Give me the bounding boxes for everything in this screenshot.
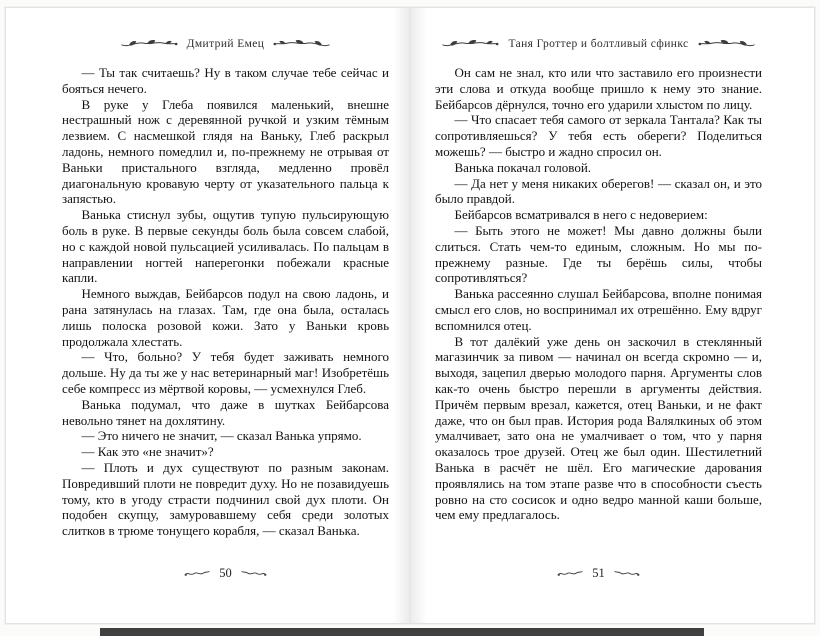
page-left xyxy=(6,8,411,623)
swirl-ornament-icon xyxy=(184,569,210,578)
vine-ornament-icon xyxy=(273,38,331,50)
paragraph: Бейбарсов всматривался в него с недоверием: xyxy=(454,207,708,223)
running-head-right xyxy=(435,38,762,50)
book-spread xyxy=(5,7,815,624)
page-number: 50 xyxy=(219,566,232,580)
vine-ornament-icon xyxy=(698,38,756,50)
swirl-ornament-icon xyxy=(614,569,640,578)
paragraph: — Ты так считаешь? Ну в таком случае тебе сейчас и бояться нечего. xyxy=(62,65,389,96)
paragraph: — Как это «не значит»? xyxy=(81,444,214,460)
vine-ornament-icon xyxy=(441,38,499,50)
page-number: 51 xyxy=(592,566,605,580)
page-footer-right xyxy=(435,566,762,581)
paragraph: — Быть этого не может! Мы давно должны были слиться. Стать чем-то единым, сложным. Но мы по-прежнему разные. Где ты берёшь силы, чтобы сопротивляться? xyxy=(435,222,762,286)
paragraph: — Это ничего не значит, — сказал Ванька упрямо. xyxy=(81,428,362,444)
page-text-right xyxy=(435,65,762,523)
page-right xyxy=(411,8,816,623)
swirl-ornament-icon xyxy=(241,569,267,578)
paragraph: Ванька стиснул зубы, ощутив тупую пульсирующую боль в руке. В первые секунды боль была совсем слабой, но с каждой новой пульсацией усиливалась. По пальцам в направлении ногтей наперегонки побежали красные капли. xyxy=(62,207,389,286)
paragraph: В тот далёкий уже день он заскочил в стеклянный магазинчик за пивом — начинал он всегда скромно — и, выходя, зацепил дверью молодого парня. Аргументы слов как-то очень быстро перешли в аргументы действия. Причём первым врезал, кажется, отец Ваньки, и не факт даже, что он был прав. История рода Валялкиных об этом умалчивает, зато она не умалчивает о том, что у парня оказалось трое друзей. Отец же был один. Шестилетний Ванька в расчёт не шёл. Его магические дарования проявлялись на том этапе разве что в способности съесть ровно на сто сосисок и одно ведро манной каши больше, чем ему предлагалось. xyxy=(435,333,762,523)
paragraph: — Что, больно? У тебя будет заживать немного дольше. Ну да ты же у нас ветеринарный маг! Изобретёшь себе компресс из мёртвой коровы, — усмехнулся Глеб. xyxy=(62,349,389,396)
paragraph: Немного выждав, Бейбарсов подул на свою ладонь, и рана затянулась на глазах. Там, где она была, осталась лишь полоска розовой кожи. Зато у Ваньки кровь продолжала хлестать. xyxy=(62,286,389,349)
running-head-left xyxy=(62,38,389,50)
running-head-title: Таня Гроттер и болтливый сфинкс xyxy=(508,38,689,50)
paragraph: — Что спасает тебя самого от зеркала Тантала? Как ты сопротивляешься? У тебя есть обереги? Поделиться можешь? — быстро и жадно спросил он. xyxy=(435,112,762,159)
paragraph: Он сам не знал, кто или что заставило его произнести эти слова и откуда вообще пришло к нему это знание. Бейбарсов дёрнулся, точно его ударили хлыстом по лицу. xyxy=(435,65,762,112)
swirl-ornament-icon xyxy=(557,569,583,578)
paragraph: В руке у Глеба появился маленький, внешне нестрашный нож с деревянной ручкой и узким тёмным лезвием. С насмешкой глядя на Ваньку, Глеб раскрыл ладонь, немного помедлил и, по-прежнему не отрывая от Ваньки пристального взгляда, медленно провёл диагональную кровавую черту от указательного пальца к запястью. xyxy=(62,96,389,207)
paragraph: Ванька покачал головой. xyxy=(454,159,592,175)
bottom-dark-bar xyxy=(100,628,704,636)
running-head-author: Дмитрий Емец xyxy=(186,38,265,50)
page-text-left xyxy=(62,65,389,539)
paragraph: Ванька подумал, что даже в шутках Бейбарсова невольно тянет на дохлятину. xyxy=(62,396,389,428)
page-footer-left xyxy=(62,566,389,581)
paragraph: — Плоть и дух существуют по разным законам. Повредивший плоти не повредит духу. Но не позавидуешь тому, кто в угоду страсти подчинил свой дух плоти. Он подобен скупцу, замуровавшему себя среди золотых слитков в трюме тонущего корабля, — сказал Ванька. xyxy=(62,459,389,539)
paragraph: — Да нет у меня никаких оберегов! — сказал он, и это было правдой. xyxy=(435,175,762,207)
vine-ornament-icon xyxy=(120,38,178,50)
paragraph: Ванька рассеянно слушал Бейбарсова, вполне понимая смысл его слов, но воспринимал их отрешённо. Ему вдруг вспомнился отец. xyxy=(435,286,762,333)
